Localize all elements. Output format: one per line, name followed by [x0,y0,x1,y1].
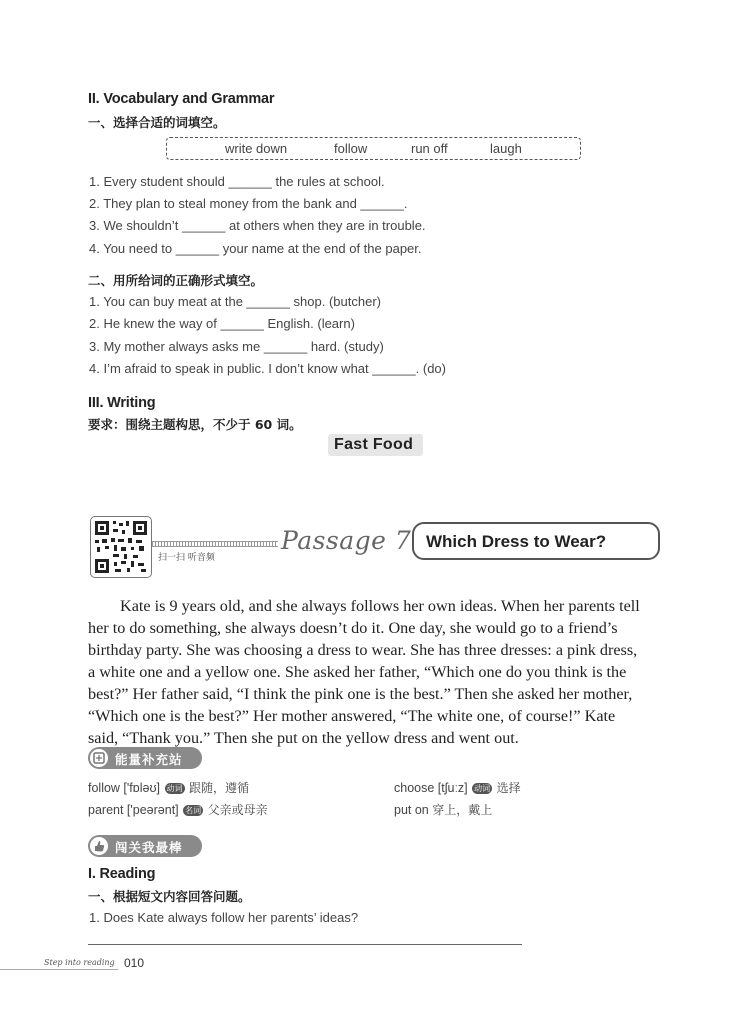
vocab-entry [88,779,249,796]
writing-topic [328,434,423,456]
passage-line: a white one and a yellow one. She asked her father, “Which one do you think is the [88,663,627,681]
decorative-rule [152,541,278,547]
word-option: laugh [490,141,522,156]
page-number: 010 [124,956,145,970]
word-option: write down [225,141,288,156]
question-item: 4. You need to ______ your name at the end of the paper. [89,241,422,256]
vocab-tag: 动词 [166,784,183,793]
word-option: follow [334,141,368,156]
vocab-meaning: 父亲或母亲 [207,803,268,817]
answer-line[interactable] [88,944,522,945]
section-heading-vocabulary: II. Vocabulary and Grammar [88,91,275,107]
passage-line: best?” Her father said, “I think the pink one is the best.” Then she asked her mother, [88,685,633,703]
energy-badge-label: 能量补充站 [115,752,183,767]
writing-topic-text: Fast Food [334,436,414,453]
passage-line: her to do something, she always doesn’t do it. One day, she would go to a friend’s [88,619,618,637]
passage-line: “Which one is the best?” Her mother answered, “The white one, of course!” Kate [88,707,616,725]
word-option: run off [411,141,448,156]
energy-badge [88,747,202,769]
vocab-entry [88,801,268,818]
vocab-word: choose [tʃuːz] [394,781,468,795]
scan-label: 扫一扫 听音频 [158,553,215,563]
vocab-meaning: 穿上，戴上 [432,803,493,817]
question-item: 3. My mother always asks me ______ hard. (study) [89,339,384,354]
passage-title: Which Dress to Wear? [426,532,607,551]
vocab-meaning: 选择 [496,781,521,795]
vocab-word: put on [394,803,429,817]
passage-line: birthday party. She was choosing a dress to wear. She has three dresses: a pink dress, [88,641,638,659]
passage-title-box [412,522,660,560]
question-item: 4. I’m afraid to speak in public. I don’t know what ______. (do) [89,361,446,376]
qr-code-icon [91,517,151,577]
question-item: 1. You can buy meat at the ______ shop. (butcher) [89,294,381,309]
part1-heading: 一、选择合适的词填空。 [88,115,226,130]
passage-line: said, “Thank you.” Then she put on the yellow dress and went out. [88,729,519,747]
section-heading-reading: I. Reading [88,866,156,882]
vocab-meaning: 跟随，遵循 [189,781,250,795]
book-icon [90,749,108,767]
section-heading-writing: III. Writing [88,395,156,411]
question-item: 1. Every student should ______ the rules at school. [89,174,385,189]
word-box [166,137,581,160]
vocab-word: parent ['peərənt] [88,803,179,817]
writing-requirement: 要求：围绕主题构思，不少于 60 词。 [88,417,302,432]
qr-code[interactable] [90,516,152,578]
vocab-entry [394,801,492,818]
passage-text [88,595,662,749]
reading-sub-heading: 一、根据短文内容回答问题。 [88,889,251,904]
vocab-tag: 动词 [474,784,491,793]
vocab-word: follow ['fɒləʊ] [88,781,161,795]
challenge-badge [88,835,202,857]
part2-heading: 二、用所给词的正确形式填空。 [88,273,264,288]
footer-series: Step into reading [44,958,115,967]
question-item: 2. They plan to steal money from the bank and ______. [89,196,408,211]
passage-number: Passage 7 [281,526,412,555]
vocab-tag: 名词 [185,806,202,815]
reading-question: 1. Does Kate always follow her parents’ ideas? [89,910,359,925]
question-item: 2. He knew the way of ______ English. (learn) [89,316,355,331]
thumbs-up-icon [90,837,108,855]
question-item: 3. We shouldn’t ______ at others when they are in trouble. [89,218,426,233]
challenge-badge-label: 闯关我最棒 [115,840,183,855]
footer-rule [0,969,118,970]
vocab-entry [394,779,521,796]
passage-line: Kate is 9 years old, and she always follows her own ideas. When her parents tell [120,597,640,615]
